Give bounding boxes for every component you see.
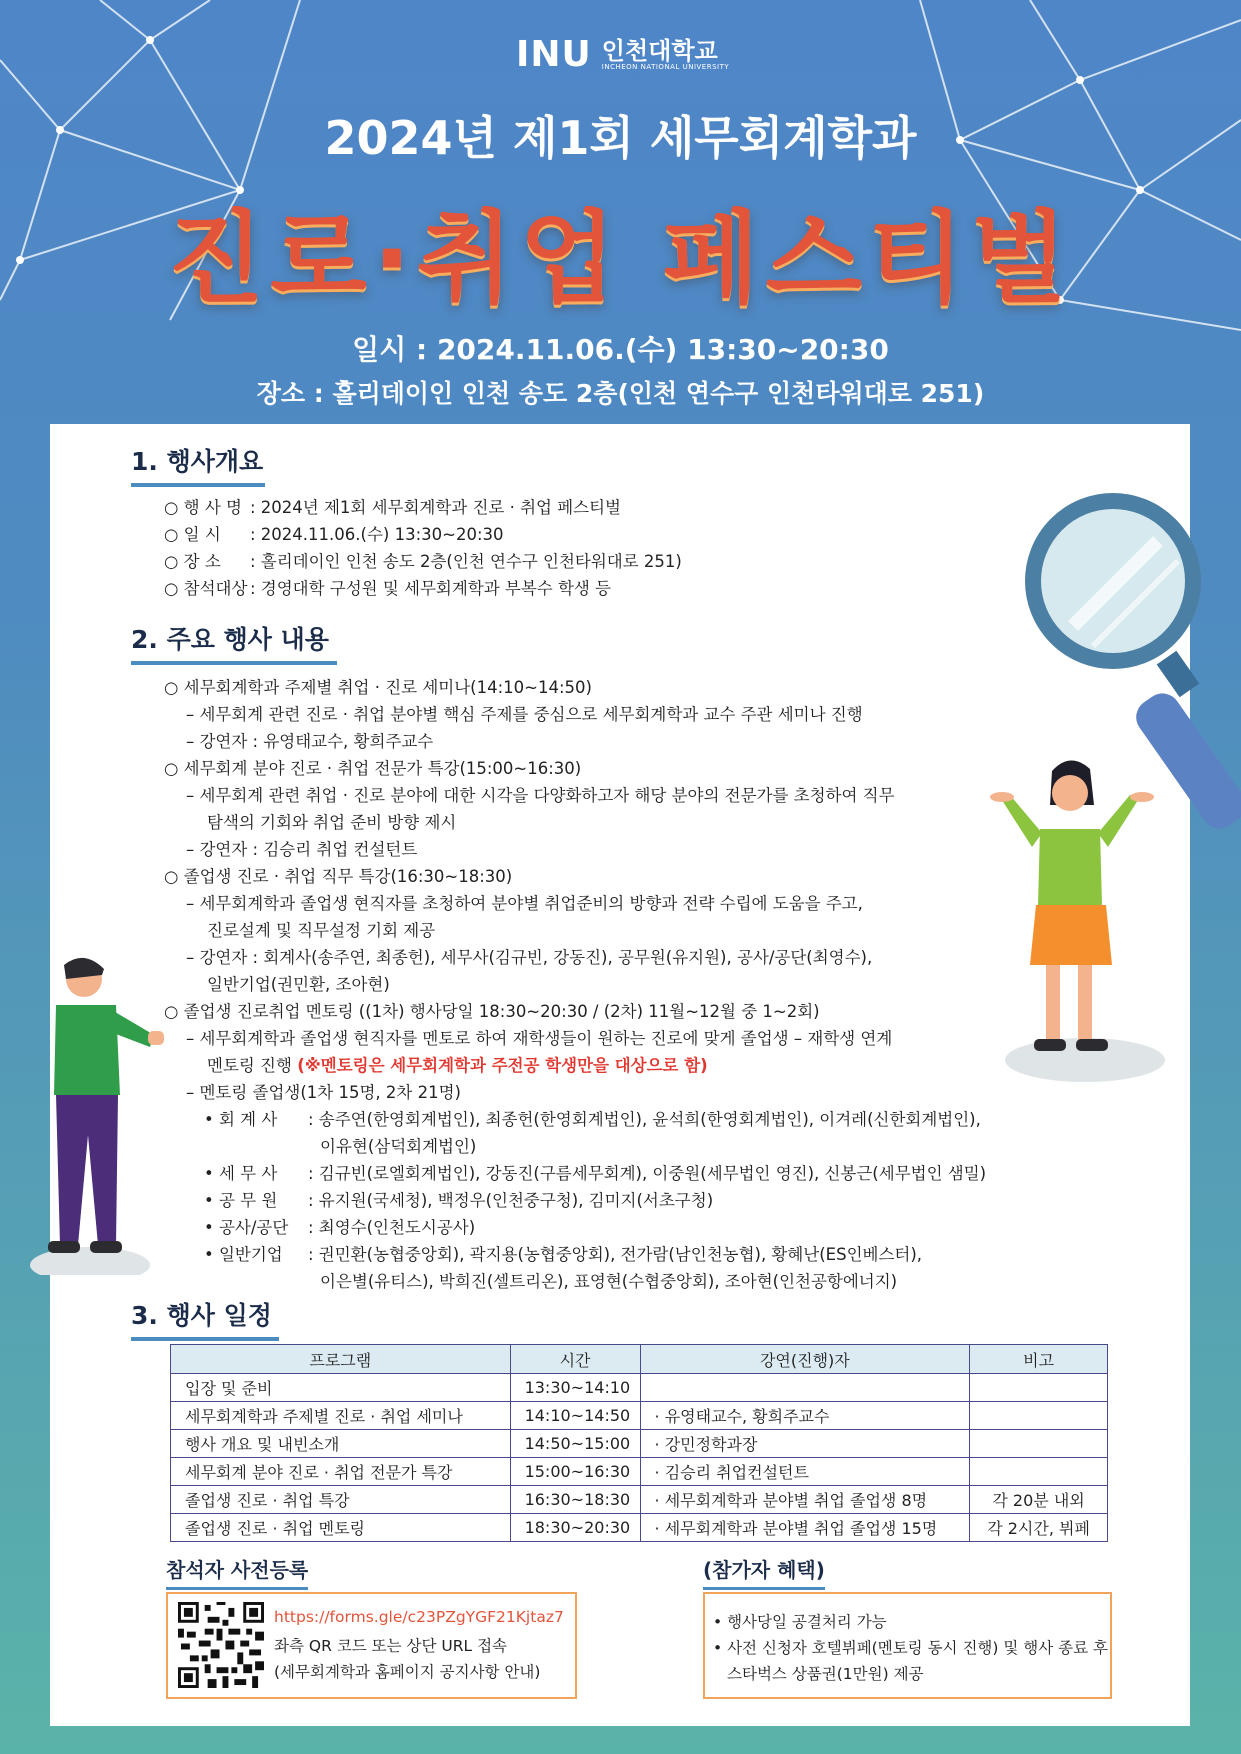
program-item: ○ 졸업생 진로취업 멘토링 ((1차) 행사당일 18:30~20:30 / (2차) 11월~12월 중 1~2회)	[164, 1002, 820, 1021]
program-cell: 졸업생 진로 · 취업 멘토링	[171, 1514, 511, 1542]
mentor-list-cont: 이은별(유티스), 박희진(셀트리온), 표영현(수협중앙회), 조아현(인천공항에너지)	[320, 1272, 898, 1291]
program-item: ○ 졸업생 진로 · 취업 직무 특강(16:30~18:30)	[164, 867, 513, 886]
mentor-list: : 권민환(농협중앙회), 곽지용(농협중앙회), 전가람(남인천농협), 황혜난(ES인베스터),	[308, 1245, 923, 1264]
speaker-cell: · 김승리 취업컨설턴트	[640, 1458, 970, 1486]
logo-mark: INU	[516, 34, 592, 75]
note-cell: 각 20분 내외	[970, 1486, 1108, 1514]
program-detail: – 강연자 : 김승리 취업 컨설턴트	[186, 840, 418, 859]
table-row	[171, 1458, 1108, 1486]
speaker-cell: · 세무회계학과 분야별 취업 졸업생 15명	[640, 1514, 970, 1542]
program-cell: 입장 및 준비	[171, 1374, 511, 1402]
program-cell: 세무회계학과 주제별 진로 · 취업 세미나	[171, 1402, 511, 1430]
event-date: 일시 : 2024.11.06.(수) 13:30~20:30	[352, 333, 889, 366]
logo-name: 인천대학교	[601, 36, 718, 65]
registration-box	[166, 1592, 577, 1699]
program-detail-cont: 멘토링 진행 (※멘토링은 세무회계학과 주전공 학생만을 대상으로 함)	[207, 1056, 708, 1075]
note-cell	[970, 1430, 1108, 1458]
program-detail: – 멘토링 졸업생(1차 15명, 2차 21명)	[186, 1083, 461, 1102]
woman-illustration	[990, 755, 1180, 1085]
column-header: 프로그램	[171, 1345, 511, 1374]
benefits-heading: (참가자 혜택)	[703, 1554, 825, 1590]
time-cell: 13:30~14:10	[510, 1374, 640, 1402]
benefit-item: • 행사당일 공결처리 가능	[713, 1613, 887, 1631]
mentor-list: : 송주연(한영회계법인), 최종헌(한영회계법인), 윤석희(한영회계법인), 이겨레(신한회계법인),	[308, 1110, 981, 1129]
speaker-cell: · 강민정학과장	[640, 1430, 970, 1458]
time-cell: 14:10~14:50	[510, 1402, 640, 1430]
mentor-label: • 회 계 사	[204, 1110, 278, 1129]
program-cell: 세무회계 분야 진로 · 취업 전문가 특강	[171, 1458, 511, 1486]
note-cell: 각 2시간, 뷔페	[970, 1514, 1108, 1542]
program-detail-cont: 진로설계 및 직무설정 기회 제공	[207, 921, 436, 940]
program-detail: – 세무회계학과 졸업생 현직자를 멘토로 하여 재학생들이 원하는 진로에 맞게 졸업생 – 재학생 연계	[186, 1029, 893, 1048]
benefit-item: • 사전 신청자 호텔뷔페(멘토링 동시 진행) 및 행사 종료 후	[713, 1639, 1108, 1657]
event-subtitle: 2024년 제1회 세무회계학과	[324, 111, 917, 165]
program-detail: – 세무회계 관련 진로 · 취업 분야별 핵심 주제를 중심으로 세무회계학과 교수 주관 세미나 진행	[186, 705, 863, 724]
note-cell	[970, 1458, 1108, 1486]
table-row	[171, 1514, 1108, 1542]
column-header: 시간	[510, 1345, 640, 1374]
speaker-cell	[640, 1374, 970, 1402]
program-detail-cont: 일반기업(권민환, 조아현)	[207, 975, 390, 994]
qr-code-icon[interactable]	[178, 1602, 264, 1688]
note-cell	[970, 1402, 1108, 1430]
man-illustration	[20, 955, 170, 1275]
time-cell: 18:30~20:30	[510, 1514, 640, 1542]
program-item: ○ 세무회계 분야 진로 · 취업 전문가 특강(15:00~16:30)	[164, 759, 582, 778]
registration-notice: (세무회계학과 홈페이지 공지사항 안내)	[274, 1663, 541, 1681]
column-header: 비고	[970, 1345, 1108, 1374]
mentor-list: : 유지원(국세청), 백정우(인천중구청), 김미지(서초구청)	[308, 1191, 714, 1210]
section-schedule-heading: 3. 행사 일정	[131, 1296, 279, 1341]
column-header: 강연(진행)자	[640, 1345, 970, 1374]
program-detail-cont: 탐색의 기회와 취업 준비 방향 제시	[207, 813, 457, 832]
table-header-row	[171, 1345, 1108, 1374]
table-row	[171, 1374, 1108, 1402]
registration-url-link[interactable]: https://forms.gle/c23PZgYGF21Kjtaz7	[274, 1608, 564, 1626]
speaker-cell: · 유영태교수, 황희주교수	[640, 1402, 970, 1430]
program-cell: 졸업생 진로 · 취업 특강	[171, 1486, 511, 1514]
time-cell: 15:00~16:30	[510, 1458, 640, 1486]
overview-item: ○ 행 사 명 : 2024년 제1회 세무회계학과 진로 · 취업 페스티벌	[164, 498, 621, 517]
table-row	[171, 1430, 1108, 1458]
mentoring-notice: (※멘토링은 세무회계학과 주전공 학생만을 대상으로 함)	[297, 1056, 708, 1075]
section-program-heading: 2. 주요 행사 내용	[131, 620, 337, 665]
mentor-list-cont: 이유현(삼덕회계법인)	[320, 1137, 477, 1156]
university-logo	[516, 34, 729, 75]
event-title: 진로·취업 페스티벌	[167, 200, 1074, 317]
program-detail: – 세무회계 관련 취업 · 진로 분야에 대한 시각을 다양화하고자 해당 분야의 전문가를 초청하여 직무	[186, 786, 895, 805]
speaker-cell: · 세무회계학과 분야별 취업 졸업생 8명	[640, 1486, 970, 1514]
program-detail: – 강연자 : 회계사(송주연, 최종헌), 세무사(김규빈, 강동진), 공무원(유지원), 공사/공단(최영수),	[186, 948, 873, 967]
benefits-box	[703, 1592, 1112, 1699]
mentor-label: • 세 무 사	[204, 1164, 278, 1183]
overview-item: ○ 참석대상 : 경영대학 구성원 및 세무회계학과 부복수 학생 등	[164, 579, 612, 598]
schedule-table	[170, 1344, 1108, 1542]
time-cell: 14:50~15:00	[510, 1430, 640, 1458]
section-overview-heading: 1. 행사개요	[131, 442, 265, 487]
table-row	[171, 1402, 1108, 1430]
registration-instruction: 좌측 QR 코드 또는 상단 URL 접속	[274, 1637, 508, 1655]
mentor-list: : 최영수(인천도시공사)	[308, 1218, 476, 1237]
registration-heading: 참석자 사전등록	[166, 1554, 308, 1590]
note-cell	[970, 1374, 1108, 1402]
table-row	[171, 1486, 1108, 1514]
mentor-label: • 공사/공단	[204, 1218, 289, 1237]
program-detail: – 세무회계학과 졸업생 현직자를 초청하여 분야별 취업준비의 방향과 전략 수립에 도움을 주고,	[186, 894, 863, 913]
mentor-list: : 김규빈(로엘회계법인), 강동진(구름세무회계), 이중원(세무법인 영진), 신봉근(세무법인 샘밀)	[308, 1164, 987, 1183]
logo-english-name: INCHEON NATIONAL UNIVERSITY	[601, 62, 730, 71]
mentor-label: • 공 무 원	[204, 1191, 278, 1210]
event-place: 장소 : 홀리데이인 인천 송도 2층(인천 연수구 인천타워대로 251)	[256, 379, 985, 408]
benefit-item-cont: 스타벅스 상품권(1만원) 제공	[727, 1665, 924, 1683]
time-cell: 16:30~18:30	[510, 1486, 640, 1514]
mentor-label: • 일반기업	[204, 1245, 283, 1264]
overview-item: ○ 일 시 : 2024.11.06.(수) 13:30~20:30	[164, 525, 504, 544]
program-detail: – 강연자 : 유영태교수, 황희주교수	[186, 732, 434, 751]
program-cell: 행사 개요 및 내빈소개	[171, 1430, 511, 1458]
program-item: ○ 세무회계학과 주제별 취업 · 진로 세미나(14:10~14:50)	[164, 678, 592, 697]
overview-item: ○ 장 소 : 홀리데이인 인천 송도 2층(인천 연수구 인천타워대로 251)	[164, 552, 682, 571]
